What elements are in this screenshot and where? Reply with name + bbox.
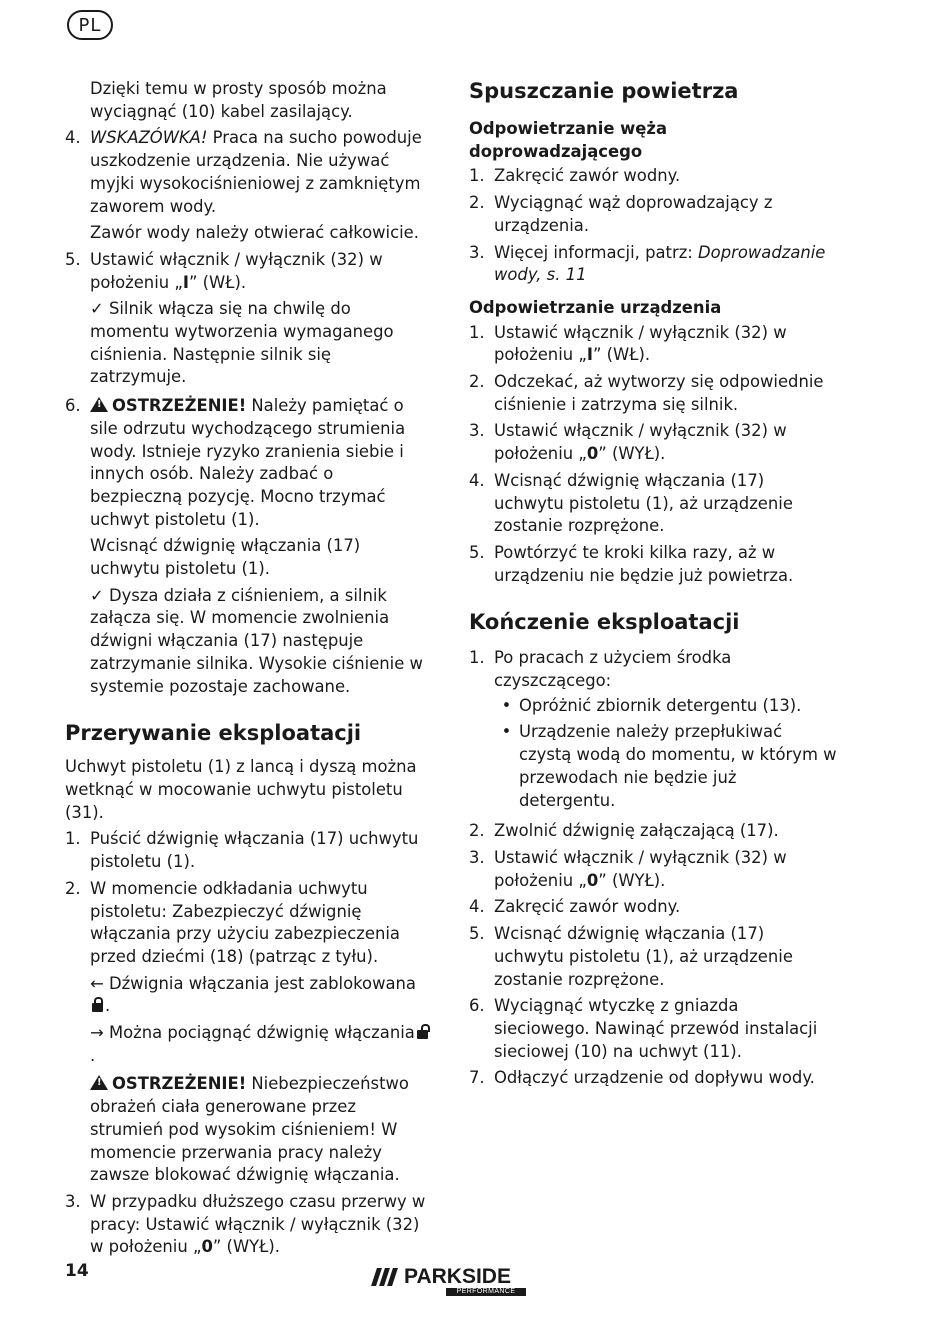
list-item-4 — [469, 470, 837, 538]
item-number: 2. — [65, 878, 81, 898]
bullet-text: Urządzenie należy przepłukiwać czystą wodą do momentu, w którym w przewodach nie będzie już detergentu. — [519, 722, 837, 810]
item-text — [90, 249, 430, 294]
section-intro: Uchwyt pistoletu (1) z lancą i dyszą można wetknąć w mocowanie uchwytu pistoletu (31). — [65, 757, 417, 822]
item-text — [494, 322, 837, 367]
text-part: Ustawić włącznik / wyłącznik (32) w położeniu „ — [494, 847, 787, 890]
locked-text: ← Dźwignia włączania jest zablokowana — [90, 973, 416, 993]
list-item-5 — [65, 249, 430, 389]
list-item-5 — [469, 923, 837, 991]
brand-subline: PERFORMANCE — [446, 1288, 526, 1296]
warning-icon — [90, 397, 108, 412]
list-item-2 — [469, 820, 837, 843]
note-text: Praca na sucho powoduje uszkodzenie urządzenia. Nie używać myjki wysokociśnieniowej z zamkniętym zaworem wody. — [90, 128, 422, 216]
item-number: 3. — [469, 421, 485, 441]
warning-label: OSTRZEŻENIE! — [112, 1074, 247, 1094]
item-number: 6. — [469, 996, 485, 1016]
brand-name: PARKSIDE — [404, 1265, 511, 1288]
item-text: Po pracach z użyciem środka czyszczącego: — [494, 648, 732, 691]
list-item-4 — [65, 127, 430, 245]
section-title: Przerywanie eksploatacji — [65, 721, 362, 746]
item-text: Wcisnąć dźwignię włączania (17) uchwytu pistoletu (1), aż urządzenie zostanie rozprężone. — [494, 924, 793, 989]
list-item-1 — [469, 322, 837, 367]
list-item-2 — [469, 371, 837, 416]
bullet-item — [494, 721, 837, 812]
item-number: 1. — [65, 829, 81, 849]
list-item-3 — [469, 420, 837, 465]
item-number: 2. — [469, 821, 485, 841]
item-text: Odczekać, aż wytworzy się odpowiednie ciśnienie i zatrzyma się silnik. — [494, 372, 824, 414]
list-item-4 — [469, 896, 837, 919]
bullet-text: Opróżnić zbiornik detergentu (13). — [519, 695, 802, 715]
warning-text: Należy pamiętać o sile odrzutu wychodzącego strumienia wody. Istnieje ryzyko zranienia siebie i innych osób. Należy zadbać o bezpieczną pozycję. Mocno trzymać uchwyt pistoletu (1). — [90, 396, 406, 529]
item-text — [494, 242, 837, 287]
item-text: Zwolnić dźwignię załączającą (17). — [494, 821, 779, 841]
note-extra: Zawór wody należy otwierać całkowicie. — [90, 223, 419, 243]
item-number: 4. — [65, 128, 81, 148]
item-number: 5. — [469, 924, 485, 944]
unlocked-text: → Można pociągnąć dźwignię włączania — [90, 1023, 415, 1043]
bullet-icon: • — [501, 695, 512, 715]
subsection-title: Odpowietrzanie urządzenia — [469, 297, 722, 317]
intro-text: Dzięki temu w prosty sposób można wyciągnąć (10) kabel zasilający. — [90, 79, 387, 121]
item-number: 5. — [65, 249, 81, 269]
list-item-2 — [469, 192, 837, 237]
right-column — [469, 78, 837, 1094]
lock-closed-icon — [92, 1003, 103, 1012]
item-text: Powtórzyć te kroki kilka razy, aż w urządzeniu nie będzie już powietrza. — [494, 542, 794, 585]
left-column — [65, 78, 430, 1263]
text-part: ” (WŁ). — [592, 345, 651, 365]
language-badge — [67, 10, 113, 40]
text-part: Ustawić włącznik / wyłącznik (32) w położeniu „ — [90, 249, 383, 292]
logo-slashes-icon — [374, 1268, 398, 1286]
warning-paragraph — [90, 1073, 430, 1187]
list-item-3 — [469, 242, 837, 287]
list-item-6 — [469, 995, 837, 1063]
item-number: 3. — [469, 242, 485, 262]
section-title: Spuszczanie powietrza — [469, 79, 739, 103]
item-text — [494, 420, 837, 465]
switch-symbol: 0 — [586, 444, 599, 464]
list-item-3 — [65, 1191, 430, 1259]
text-part: ” (WYŁ). — [598, 870, 666, 890]
item-text: W momencie odkładania uchwytu pistoletu: Zabezpieczyć dźwignię włączania przy użyciu zabezpieczenia przed dziećmi (18) (patrząc z tyłu). — [90, 878, 400, 966]
unlocked-result: → Można pociągnąć dźwignię włączania. — [90, 1022, 430, 1067]
item-text: Wcisnąć dźwignię włączania (17) uchwytu pistoletu (1), aż urządzenie zostanie rozprężone. — [494, 470, 793, 536]
item-number: 1. — [469, 648, 485, 668]
warning-paragraph — [90, 395, 430, 531]
item-number: 3. — [65, 1191, 81, 1211]
item-text: Zakręcić zawór wodny. — [494, 166, 681, 186]
result-text: ✓ Silnik włącza się na chwilę do momentu wytworzenia wymaganego ciśnienia. Następnie silnik się zatrzymuje. — [90, 299, 394, 387]
warning-label: OSTRZEŻENIE! — [112, 396, 247, 416]
note-label: WSKAZÓWKA! — [90, 128, 208, 148]
cross-reference: Doprowadzanie wody, s. 11 — [494, 242, 826, 285]
text-part: ” (WYŁ). — [212, 1237, 280, 1257]
list-item-3 — [469, 847, 837, 892]
list-item-2 — [65, 878, 430, 1187]
switch-symbol: I — [182, 272, 189, 292]
warning-icon — [90, 1075, 108, 1090]
switch-symbol: 0 — [201, 1237, 213, 1257]
bullet-item — [494, 695, 837, 718]
item-text: Odłączyć urządzenie od dopływu wody. — [494, 1068, 815, 1088]
locked-result: ← Dźwignia włączania jest zablokowana . — [90, 973, 416, 1016]
item-number: 1. — [469, 322, 485, 342]
item-text: Wyciągnąć wtyczkę z gniazda sieciowego. Nawinąć przewód instalacji sieciowej (10) na uchwyt (11). — [494, 996, 818, 1061]
item-number: 2. — [469, 372, 485, 392]
bullet-icon: • — [501, 722, 512, 742]
item-number: 7. — [469, 1068, 485, 1088]
text-part: Więcej informacji, patrz: — [494, 242, 699, 262]
item-number: 1. — [469, 166, 485, 186]
list-item-1 — [469, 165, 837, 188]
item-text — [90, 1191, 430, 1259]
item-number: 4. — [469, 897, 485, 917]
list-item-5 — [469, 542, 837, 587]
lock-open-icon — [417, 1030, 428, 1039]
text-part: ” (WYŁ). — [598, 444, 666, 464]
text-part: Ustawić włącznik / wyłącznik (32) w położeniu „ — [494, 421, 787, 464]
text-part: ” (WŁ). — [188, 272, 247, 292]
brand-logo — [374, 1266, 526, 1296]
list-item-7 — [469, 1067, 837, 1090]
item-text: Puścić dźwignię włączania (17) uchwytu pistoletu (1). — [90, 829, 419, 872]
list-item-1 — [65, 828, 430, 873]
section-title: Kończenie eksploatacji — [469, 610, 740, 635]
item-text — [494, 847, 837, 892]
item-number: 3. — [469, 847, 485, 867]
item-number: 6. — [65, 396, 81, 416]
item-number: 4. — [469, 470, 485, 490]
warning-text: Niebezpieczeństwo obrażeń ciała generowane przez strumień pod wysokim ciśnieniem! W momencie przerwania pracy należy zawsze blokować dźwignię włączania. — [90, 1074, 409, 1185]
item-text: Zakręcić zawór wodny. — [494, 897, 681, 917]
item-text — [90, 127, 430, 218]
list-item-6 — [65, 395, 430, 698]
text-part: W przypadku dłuższego czasu przerwy w pracy: Ustawić włącznik / wyłącznik (32) w położeniu „ — [90, 1191, 426, 1257]
switch-symbol: 0 — [586, 870, 599, 890]
item-text: Wcisnąć dźwignię włączania (17) uchwytu pistoletu (1). — [90, 536, 361, 579]
item-number: 2. — [469, 193, 485, 213]
item-number: 5. — [469, 542, 485, 562]
text-part: Ustawić włącznik / wyłącznik (32) w położeniu „ — [494, 322, 787, 365]
page-number: 14 — [65, 1261, 89, 1281]
subsection-title: Odpowietrzanie węża doprowadzającego — [469, 119, 668, 161]
result-text: ✓ Dysza działa z ciśnieniem, a silnik załącza się. W momencie zwolnienia dźwigni włączania (17) następuje zatrzymanie silnika. Wysokie ciśnienie w systemie pozostaje zachowane. — [90, 585, 423, 696]
item-text: Wyciągnąć wąż doprowadzający z urządzenia. — [494, 193, 773, 235]
language-label: PL — [78, 14, 102, 36]
list-item-1 — [469, 647, 837, 816]
switch-symbol: I — [586, 345, 593, 365]
